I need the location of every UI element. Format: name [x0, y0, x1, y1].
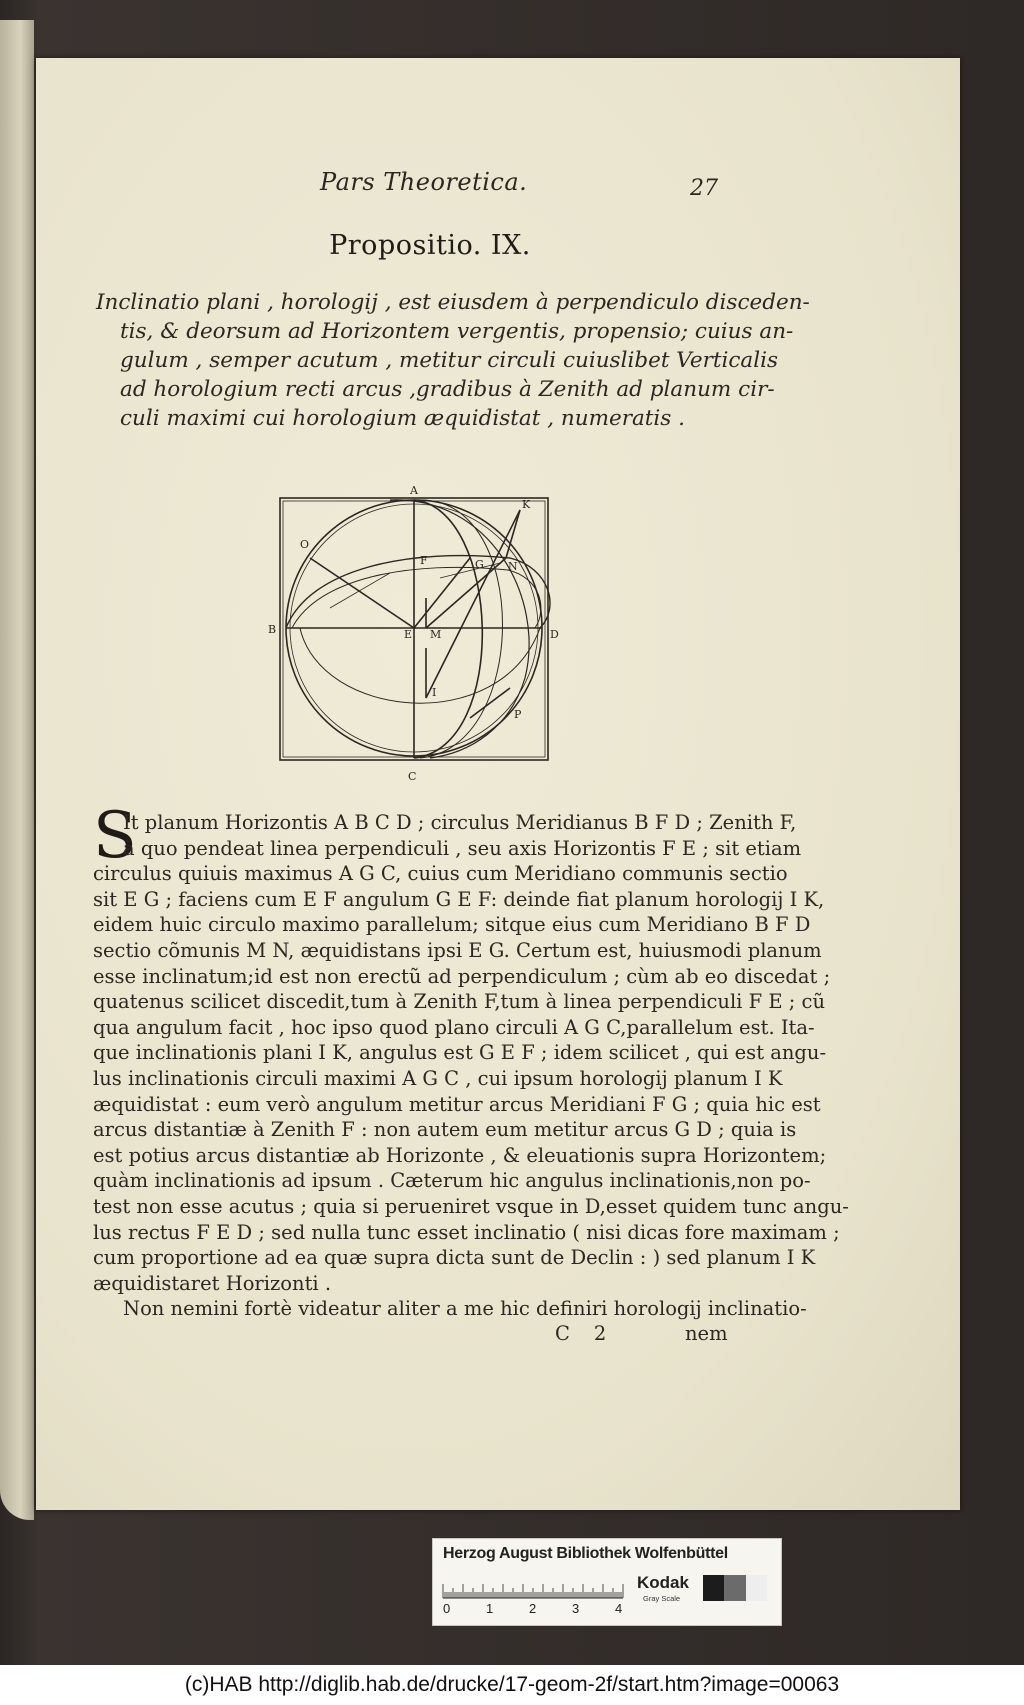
swatch-black [703, 1575, 724, 1601]
enunciation-line: culi maximi cui horologium æquidistat , numeratis . [120, 406, 686, 431]
ruler-number: 4 [615, 1601, 623, 1616]
label-F: F [420, 554, 428, 567]
label-D: D [550, 628, 559, 641]
ruler-number: 0 [443, 1601, 451, 1616]
label-A: A [410, 484, 418, 497]
swatch-white [746, 1575, 767, 1601]
oblique-circle-band-inner [292, 567, 541, 628]
body-line: sit E G ; faciens cum E F angulum G E F: deinde fiat planum horologij I K, [93, 887, 825, 911]
enunciation [96, 288, 810, 433]
body-line: æquidistat : eum verò angulum metitur arcus Meridiani F G ; quia hic est [93, 1092, 821, 1116]
geometric-figure [270, 478, 560, 783]
enunciation-line: Inclinatio plani , horologij , est eiusdem à perpendiculo disceden- [96, 290, 810, 315]
copyright-footer: (c)HAB http://diglib.hab.de/drucke/17-geom-2f/start.htm?image=00063 [0, 1665, 1024, 1705]
library-name: Herzog August Bibliothek Wolfenbüttel [443, 1545, 728, 1562]
body-line: arcus distantiæ à Zenith F : non autem eum metitur arcus G D ; quia is [93, 1118, 797, 1142]
signature-number: 2 [593, 1322, 607, 1345]
proposition-title: Propositio. IX. [329, 230, 531, 261]
body-line: æquidistaret Horizonti . [93, 1271, 332, 1295]
library-label-card [432, 1538, 782, 1626]
running-head: Pars Theoretica. [320, 168, 528, 196]
page-number: 27 [690, 176, 718, 201]
label-P: P [514, 708, 522, 721]
body-line: est potius arcus distantiæ ab Horizonte , & eleuationis supra Horizontem; [93, 1143, 827, 1167]
body-line: à quo pendeat linea perpendiculi , seu axis Horizontis F E ; sit etiam [123, 836, 802, 860]
ruler-number: 3 [572, 1601, 580, 1616]
label-K: K [522, 498, 531, 511]
body-line: qua angulum facit , hoc ipso quod plano circuli A G C,parallelum est. Ita- [93, 1015, 815, 1039]
label-N: N [508, 560, 518, 573]
enunciation-line: gulum , semper acutum , metitur circuli cuiuslibet Verticalis [120, 348, 779, 373]
gray-swatches [703, 1575, 767, 1601]
enunciation-line: tis, & deorsum ad Horizontem vergentis, propensio; cuius an- [120, 319, 794, 344]
body-line: test non esse acutus ; quia si perueniret vsque in D,esset quidem tunc angu- [93, 1194, 849, 1218]
body-line: Non nemini fortè videatur aliter a me hic definiri horologij inclinatio- [123, 1297, 807, 1321]
body-line: que inclinationis plani I K, angulus est G E F ; idem scilicet , qui est angu- [93, 1041, 827, 1065]
ruler-number: 1 [486, 1601, 494, 1616]
body-line: eidem huic circulo maximo parallelum; sitque eius cum Meridiano B F D [93, 913, 811, 937]
catchword: nem [685, 1322, 728, 1345]
signature-mark [555, 1322, 630, 1345]
body-line: circulus quiuis maximus A G C, cuius cum Meridiano communis sectio [93, 862, 788, 886]
enunciation-line: ad horologium recti arcus ,gradibus à Zenith ad planum cir- [120, 377, 775, 402]
swatch-gray [724, 1575, 745, 1601]
body-line: sectio cõmunis M N, æquidistans ipsi E G. Certum est, huiusmodi planum [93, 938, 822, 962]
body-line: lus inclinationis circuli maximi A G C , cui ipsum horologij planum I K [93, 1066, 783, 1090]
drop-capital: S [93, 799, 137, 873]
kodak-logo: Kodak [637, 1573, 689, 1592]
scale-ruler [443, 1579, 623, 1599]
body-line: cum proportione ad ea quæ supra dicta sunt de Declin : ) sed planum I K [93, 1246, 816, 1270]
body-text [93, 810, 849, 1322]
body-line: quatenus scilicet discedit,tum à Zenith F,tum à linea perpendiculi F E ; cũ [93, 990, 826, 1014]
label-C: C [408, 770, 417, 783]
body-line: lus rectus F E D ; sed nulla tunc esset inclinatio ( nisi dicas fore maximam ; [93, 1220, 840, 1244]
label-B: B [268, 623, 277, 636]
label-M: M [430, 628, 442, 641]
gray-scale-label: Gray Scale [643, 1594, 681, 1603]
body-line: quàm inclinationis ad ipsum . Cæterum hic angulus inclinationis,non po- [93, 1169, 811, 1193]
ruler-numbers [443, 1601, 633, 1617]
body-line: It planum Horizontis A B C D ; circulus Meridianus B F D ; Zenith F, [123, 811, 797, 834]
label-O: O [300, 538, 310, 551]
label-G: G [475, 558, 484, 571]
signature-letter: C [555, 1322, 570, 1345]
label-I: I [432, 686, 437, 699]
label-E: E [404, 628, 413, 641]
vertical-circle-arc [414, 500, 482, 758]
ruler-number: 2 [529, 1601, 537, 1616]
line-IK [426, 510, 520, 698]
body-line: esse inclinatum;id est non erectũ ad perpendiculum ; cùm ab eo discedat ; [93, 964, 831, 988]
